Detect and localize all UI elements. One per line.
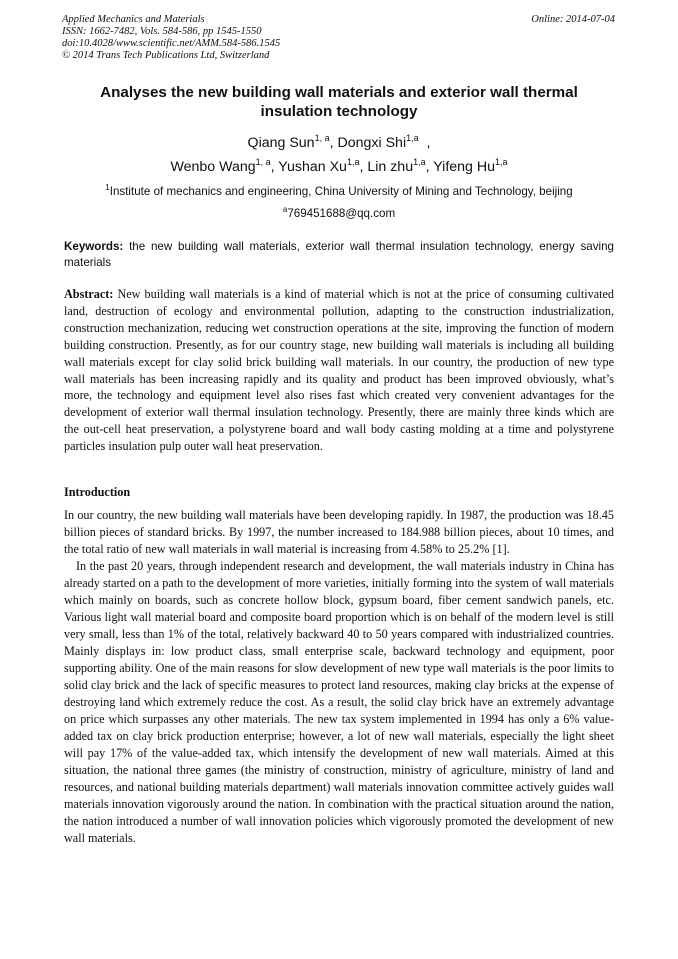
email-line xyxy=(64,203,614,225)
intro-paragraph-1: In our country, the new building wall materials have been developing rapidly. In 1987, the production was 18.45 billion pieces of standard bricks. By 1997, the number increased to 184.988 billion pieces, about 10 times, and the total ratio of new wall materials in wall material is increasing from 4.58% to 25.2% [1]. xyxy=(64,508,614,556)
journal-header xyxy=(62,14,615,62)
keywords-text: the new building wall materials, exterior wall thermal insulation technology, energy saving materials xyxy=(64,240,614,269)
author-affiliation-mark: 1,a xyxy=(346,157,360,167)
author-affiliation-mark: 1,a xyxy=(413,157,426,167)
email-mark: a xyxy=(282,205,288,214)
abstract-text: New building wall materials is a kind of material which is not at the price of consuming cultivated land, destruction of ecology and environmental pollution, adapting to the construction industrialization, construction mechanization, reducing wet construction operations at the site, improving the function of modern building construction. Presently, as for our country stage, new building wall materials is including all building wall materials except for clay solid brick building wall materials. In our country, the production of new type wall materials has been increasing rapidly and its quality and product has been improved obviously, what’s more, the technology and equipment level also rises fast which created very convenient advantages for the development of exterior wall thermal insulation technology. Presently, there are mainly three kinds which are the out-cell heat preservation, a polystyrene board and wall body casting molding at a time and polystyrene particles insulation pulp outer wall heat preservation. xyxy=(64,287,615,454)
doi-line: doi:10.4028/www.scientific.net/AMM.584-586.1545 xyxy=(62,38,281,49)
author-affiliation-mark: 1, a xyxy=(255,157,271,167)
author-name: Dongxi Shi xyxy=(337,135,407,151)
online-date: Online: 2014-07-04 xyxy=(531,14,615,25)
author-affiliation-mark: 1, a xyxy=(314,133,330,143)
keywords-block xyxy=(64,239,614,271)
intro-paragraph-2: In the past 20 years, through independent research and development, the wall materials industry in China has already started on a path to the development of more varieties, initially forming into the system of wall materials which mainly on boards, such as concrete hollow block, gypsum board, fiber cement sandwich panels, etc. Various light wall material board and composite board proportion which is on behalf of the modern level is still very small, less than 1% of the total, relatively backward 40 to 50 years compared with industrialized countries. Mainly displays in: low product class, small enterprise scale, backward technology and equipment, poor supporting ability. One of the main reasons for slow development of new type wall materials is the poor limits to solid clay brick and the lack of specific measures to protect land resources, making clay bricks at the expense of destroying land which extremely reduce the cost. As a result, the solid clay brick have an extremely advantage on price which surpasses any other materials. The new tax system implemented in 1994 has only a 6% value-added tax on clay brick production enterprise; however, a lot of new wall materials, especially the light sheet will pay 17% of the value-added tax, which intensify the development of new wall materials. Aimed at this situation, the national three games (the ministry of construction, ministry of agriculture, ministry of land and resources, and national building materials department) wall materials innovation committee actively guides wall materials innovation vigorously around the nation. In combination with the practical situation around the nation, the nation introduced a number of wall innovation policies which vigorously promoted the development of new wall materials. xyxy=(64,559,614,845)
author-list xyxy=(64,131,614,179)
author-line-1: Qiang Sun$^{1, a}$, Dongxi Shi$^{1,a}$ , xyxy=(247,133,431,151)
author-affiliation-mark: 1,a xyxy=(406,133,419,143)
affiliation-mark: 1 xyxy=(105,183,110,192)
abstract-label: Abstract: xyxy=(64,287,114,301)
author-line-2: Wenbo Wang$^{1, a}$, Yushan Xu$^{1,a}$, Lin zhu$^{1,a}$, Yifeng Hu$^{1,a}$ xyxy=(170,157,508,175)
affiliation-text: Institute of mechanics and engineering, China University of Mining and Technology, beijing xyxy=(109,185,573,198)
issn-line: ISSN: 1662-7482, Vols. 584-586, pp 1545-1550 xyxy=(62,26,262,37)
affiliation-line xyxy=(64,181,614,203)
author-name: Yifeng Hu xyxy=(433,159,496,175)
author-email: 769451688@qq.com xyxy=(287,207,396,220)
abstract-block xyxy=(64,286,614,455)
affiliation-block xyxy=(64,181,614,225)
author-name: Wenbo Wang xyxy=(170,159,256,175)
introduction-body xyxy=(64,507,614,847)
author-name: Qiang Sun xyxy=(247,135,315,151)
keywords-label: Keywords: xyxy=(64,240,124,253)
author-name: Lin zhu xyxy=(367,159,414,175)
author-name: Yushan Xu xyxy=(278,159,347,175)
journal-name: Applied Mechanics and Materials xyxy=(62,14,205,25)
author-affiliation-mark: 1,a xyxy=(495,157,508,167)
section-heading-introduction: Introduction xyxy=(64,485,131,499)
paper-title: Analyses the new building wall materials and exterior wall thermal insulation technology xyxy=(100,84,578,120)
copyright-line: © 2014 Trans Tech Publications Ltd, Switzerland xyxy=(62,50,270,61)
